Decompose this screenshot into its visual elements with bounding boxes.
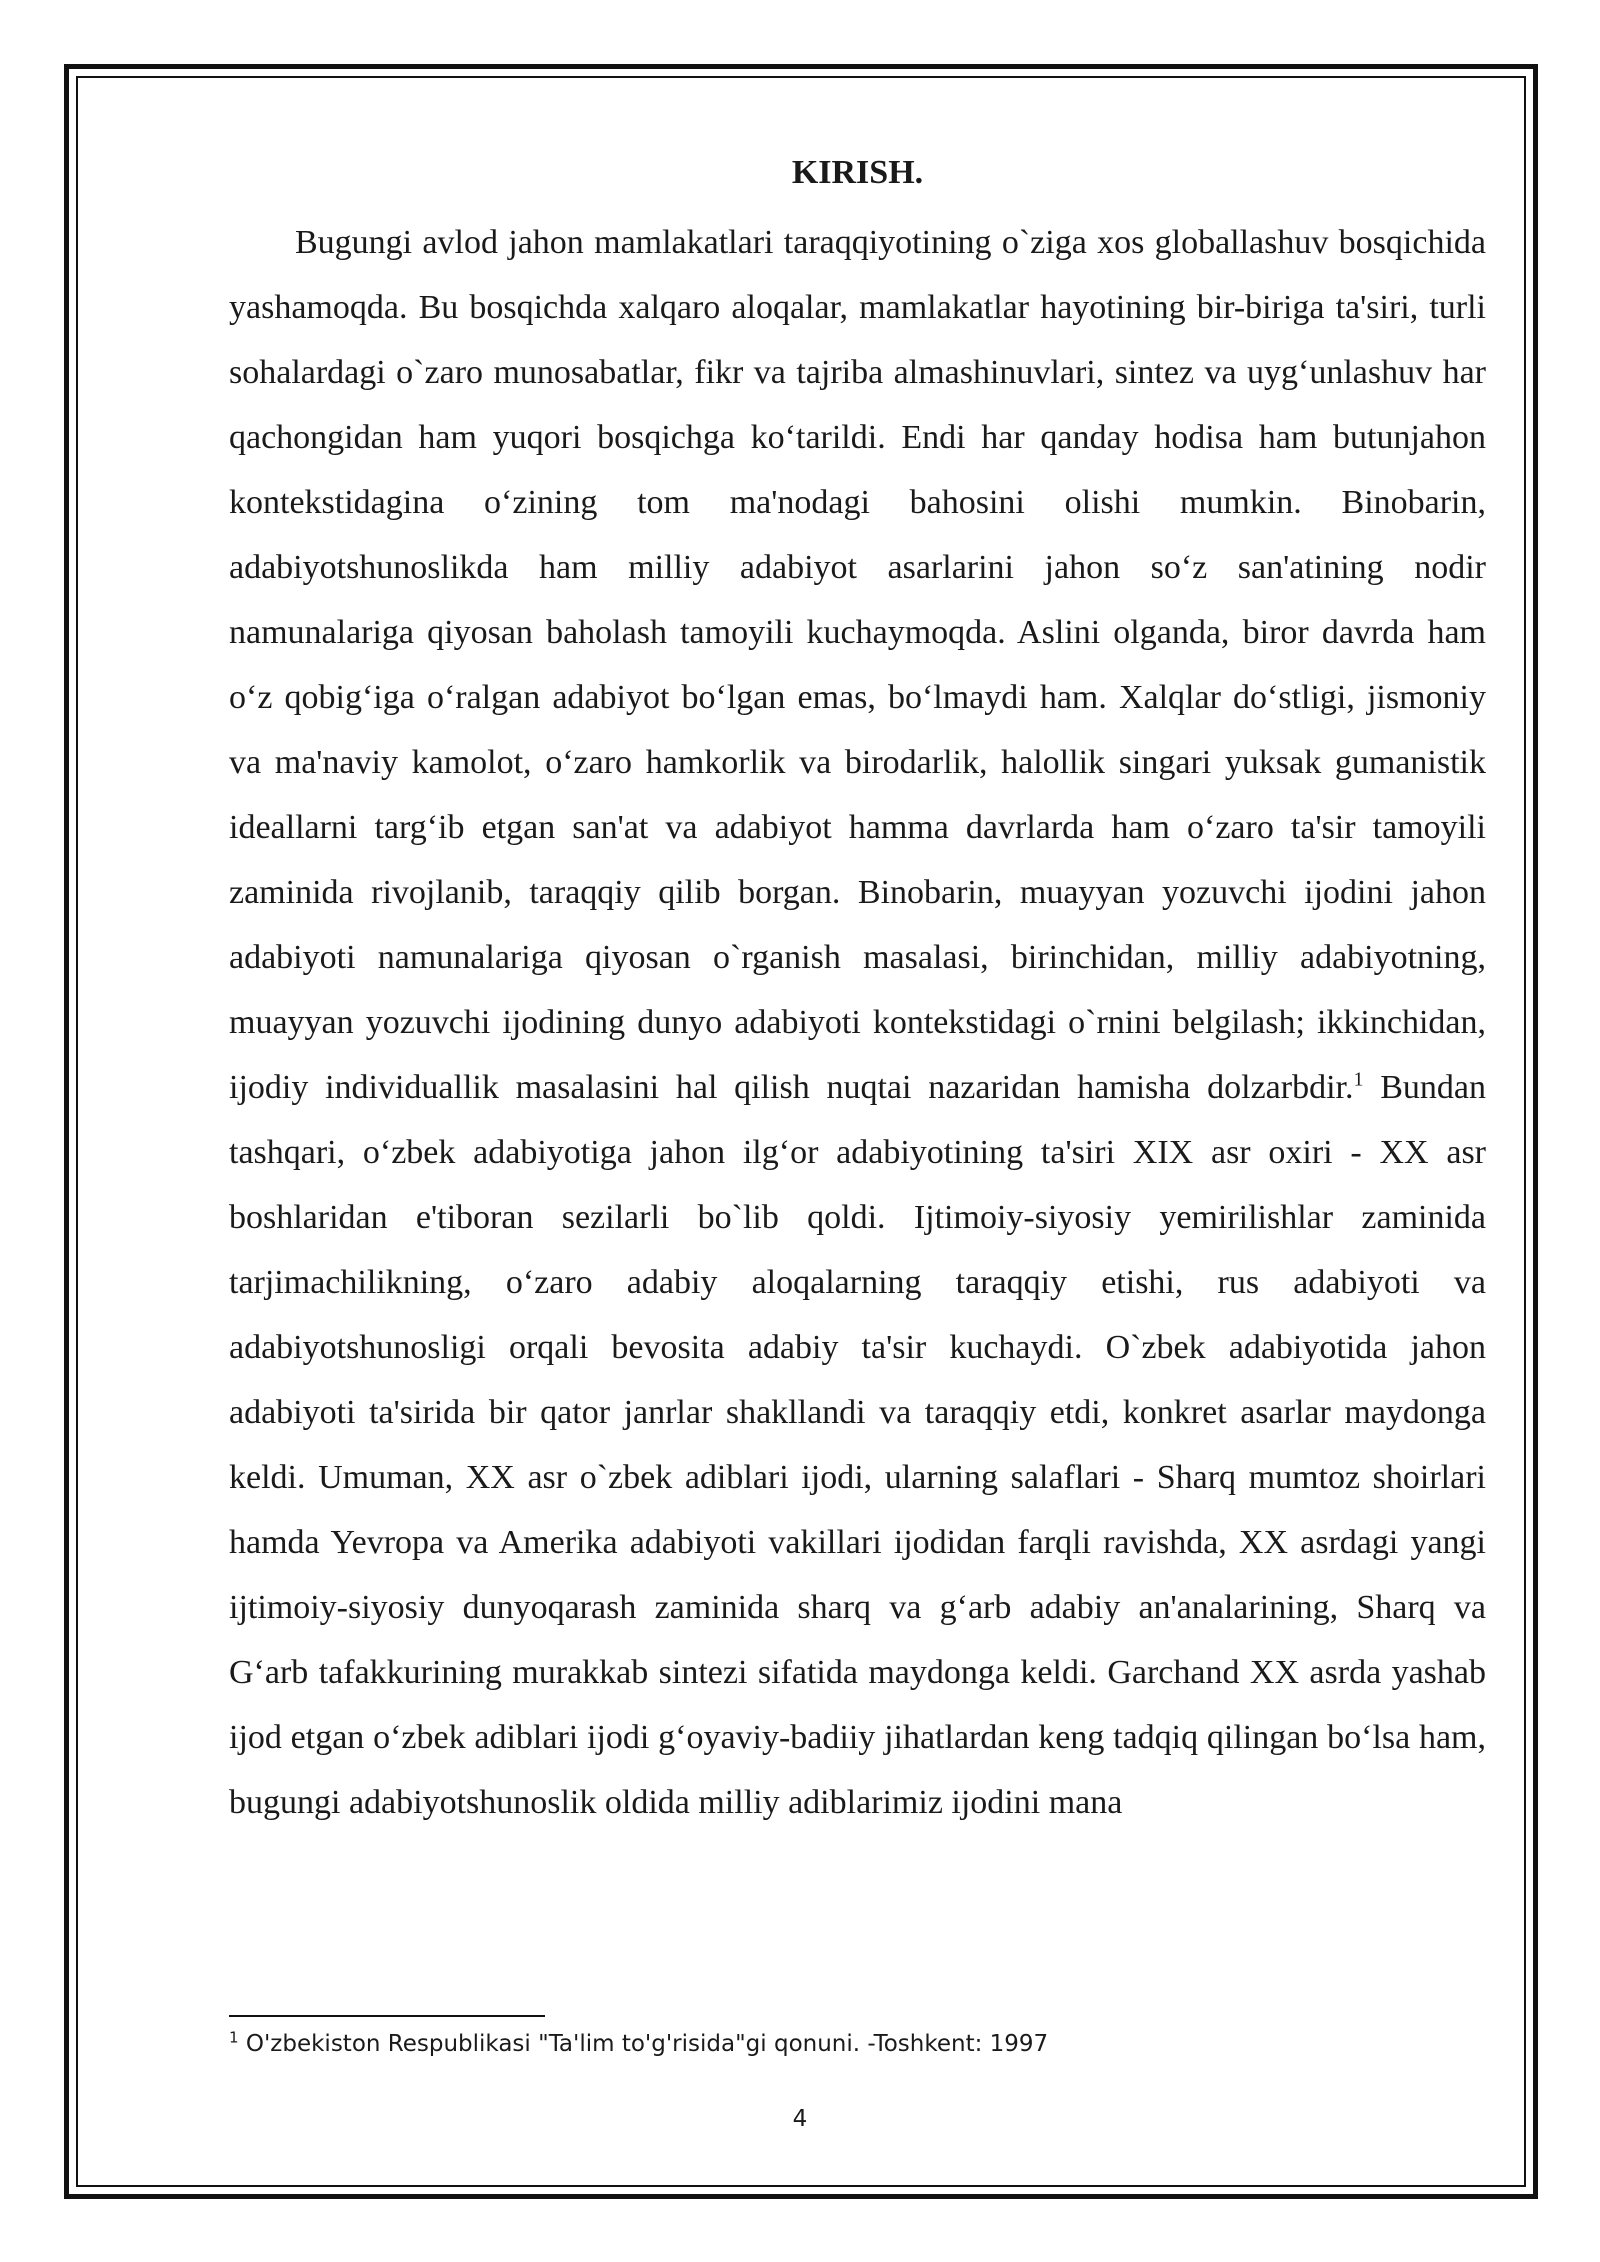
footnote-reference: 1 [1353, 1068, 1364, 1091]
page-number: 4 [792, 2106, 808, 2132]
document-content [229, 148, 1486, 1835]
section-title: KIRISH. [791, 154, 924, 191]
body-paragraph [229, 210, 1486, 1835]
footnote-separator [229, 2015, 545, 2017]
paragraph-text-part-2: Bundan tashqari, o‘zbek adabiyotiga jahon ilg‘or adabiyotining ta'siri XIX asr oxiri - XX asr boshlaridan e'tiboran sezilarli bo`lib qoldi. Ijtimoiy-siyosiy yemirilishlar zaminida tarjimachilikning, o‘zaro adabiy aloqalarning taraqqiy etishi, rus adabiyoti va adabiyotshunosligi orqali bevosita adabiy ta'sir kuchaydi. O`zbek adabiyotida jahon adabiyoti ta'sirida bir qator janrlar shakllandi va taraqqiy etdi, konkret asarlar maydonga keldi. Umuman, XX asr o`zbek adiblari ijodi, ularning salaflari - Sharq mumtoz shoirlari hamda Yevropa va Amerika adabiyoti vakillari ijodidan farqli ravishda, XX asrdagi yangi ijtimoiy-siyosiy dunyoqarash zaminida sharq va g‘arb adabiy an'analarining, Sharq va G‘arb tafakkurining murakkab sintezi sifatida maydonga keldi. Garchand XX asrda yashab ijod etgan o‘zbek adiblari ijodi g‘oyaviy-badiiy jihatlardan keng tadqiq qilingan bo‘lsa ham, bugungi adabiyotshunoslik oldida milliy adiblarimiz ijodini mana [229, 1069, 1486, 1821]
footnote-number: 1 [229, 2028, 239, 2047]
paragraph-text-part-1: Bugungi avlod jahon mamlakatlari taraqqiyotining o`ziga xos globallashuv bosqichida yashamoqda. Bu bosqichda xalqaro aloqalar, mamlakatlar hayotining bir-biriga ta'siri, turli sohalardagi o`zaro munosabatlar, fikr va tajriba almashinuvlari, sintez va uyg‘unlashuv har qachongidan ham yuqori bosqichga ko‘tarildi. Endi har qanday hodisa ham butunjahon kontekstidagina o‘zining tom ma'nodagi bahosini olishi mumkin. Binobarin, adabiyotshunoslikda ham milliy adabiyot asarlarini jahon so‘z san'atining nodir namunalariga qiyosan baholash tamoyili kuchaymoqda. Aslini olganda, biror davrda ham o‘z qobig‘iga o‘ralgan adabiyot bo‘lgan emas, bo‘lmaydi ham. Xalqlar do‘stligi, jismoniy va ma'naviy kamolot, o‘zaro hamkorlik va birodarlik, halollik singari yuksak gumanistik ideallarni targ‘ib etgan san'at va adabiyot hamma davrlarda ham o‘zaro ta'sir tamoyili zaminida rivojlanib, taraqqiy qilib borgan. Binobarin, muayyan yozuvchi ijodini jahon adabiyoti namunalariga qiyosan o`rganish masalasi, birinchidan, milliy adabiyotning, muayyan yozuvchi ijodining dunyo adabiyoti kontekstidagi o`rnini belgilash; ikkinchidan, ijodiy individuallik masalasini hal qilish nuqtai nazaridan hamisha dolzarbdir. [229, 224, 1486, 1106]
footnote-text: O'zbekiston Respublikasi "Ta'lim to'g'risida"gi qonuni. -Toshkent: 1997 [238, 2031, 1049, 2057]
footnote [229, 2027, 1048, 2061]
